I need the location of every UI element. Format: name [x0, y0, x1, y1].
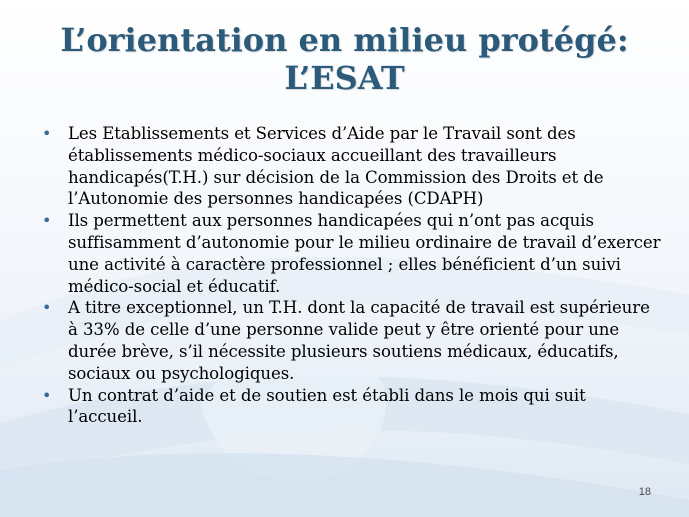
- bullet-text: Les Etablissements et Services d’Aide par le Travail sont des établissements médico-sociaux accueillant des travailleurs handicapés(T.H.) sur décision de la Commission des Droits et de l’Autonomie des personnes handicapées (CDAPH): [68, 124, 604, 209]
- bullet-dot-icon: •: [42, 385, 52, 405]
- bullet-dot-icon: •: [42, 298, 52, 318]
- page-number: 18: [638, 486, 651, 498]
- bullet-text: Ils permettent aux personnes handicapées qui n’ont pas acquis suffisamment d’autonomie pour le milieu ordinaire de travail d’exercer une activité à caractère professionnel ; elles bénéficient d’un suivi médico-social et éducatif.: [68, 211, 661, 296]
- bullet-text: Un contrat d’aide et de soutien est établi dans le mois qui suit l’accueil.: [68, 385, 586, 427]
- bullet-item-3: [42, 297, 662, 384]
- slide-title-line-2: L’ESAT: [284, 59, 405, 97]
- bullet-item-1: [42, 123, 662, 210]
- bullet-list: [42, 123, 662, 428]
- bullet-dot-icon: •: [42, 124, 52, 143]
- bullet-text: A titre exceptionnel, un T.H. dont la capacité de travail est supérieure à 33% de celle d’une personne valide peut y être orienté pour une durée brève, s’il nécessite plusieurs soutiens médicaux, éducatifs, sociaux ou psychologiques.: [68, 298, 650, 383]
- bullet-item-4: [42, 385, 662, 429]
- bullet-item-2: [42, 210, 662, 297]
- bullet-dot-icon: •: [42, 211, 52, 231]
- slide-title-line-1: L’orientation en milieu protégé:: [60, 21, 629, 59]
- slide-title: [20, 21, 669, 97]
